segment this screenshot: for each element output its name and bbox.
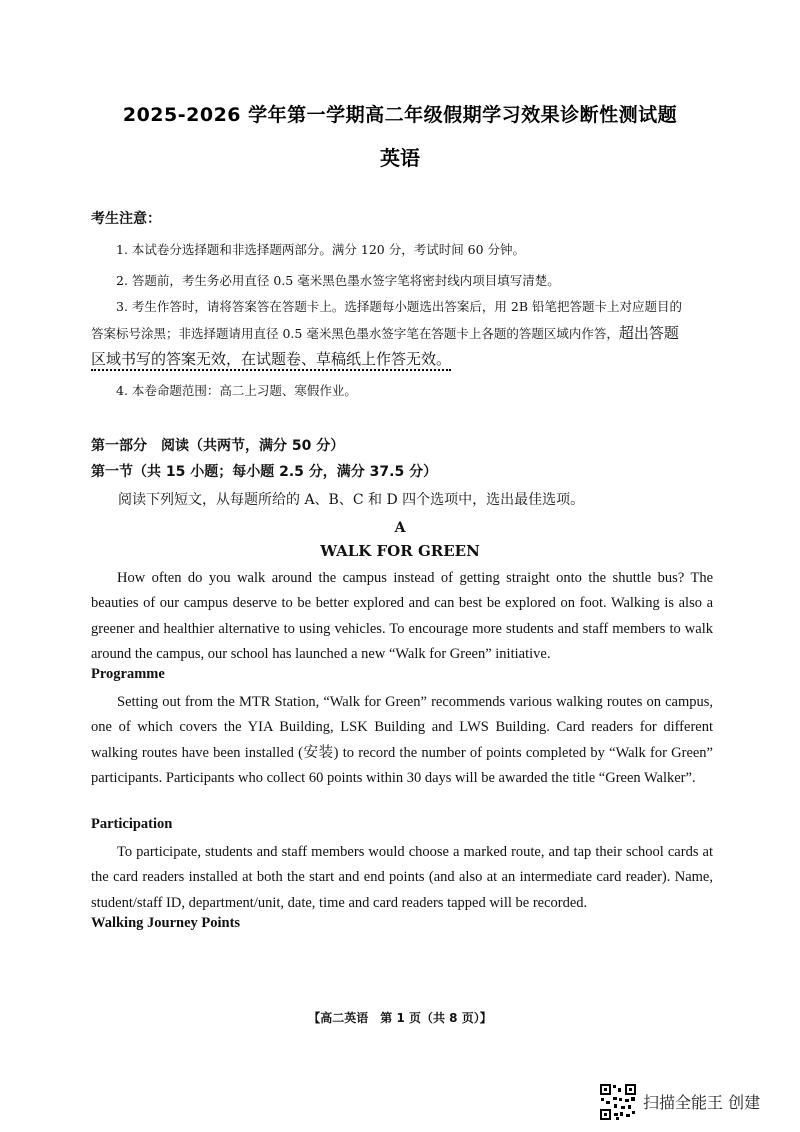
notice-item-3-line2 bbox=[91, 323, 731, 344]
notice-heading: 考生注意： bbox=[91, 211, 161, 227]
notice-item-1: 1. 本试卷分选择题和非选择题两部分。满分 120 分，考试时间 60 分钟。 bbox=[116, 242, 526, 257]
subject-title: 英语 bbox=[380, 146, 420, 170]
notice-item-3-line1: 3. 考生作答时，请将答案答在答题卡上。选择题每小题选出答案后，用 2B 铅笔把答题卡上对应题目的 bbox=[116, 299, 682, 314]
scanner-watermark: 扫描全能王 创建 bbox=[643, 1093, 761, 1112]
programme-heading: Programme bbox=[91, 666, 165, 682]
participation-heading: Participation bbox=[91, 816, 173, 832]
reading-instruction: 阅读下列短文，从每题所给的 A、B、C 和 D 四个选项中，选出最佳选项。 bbox=[118, 492, 585, 508]
passage-letter: A bbox=[394, 520, 406, 536]
notice-item-3-line2-text: 答案标号涂黑；非选择题请用直径 0.5 毫米黑色墨水签字笔在答题卡上各题的答题区域内作答， bbox=[91, 326, 619, 341]
page-footer: 【高二英语 第 1 页（共 8 页）】 bbox=[308, 1011, 492, 1025]
passage-paragraph-1: How often do you walk around the campus instead of getting straight onto the shuttle bus? The beauties of our campus deserve to be better explored and can best be explored on foot. Walking is also a greener and healthier alternative to using vehicles. To encourage more students and staff members to walk around the campus, our school has launched a new “Walk for Green” initiative. bbox=[91, 570, 713, 663]
part-heading: 第一部分 阅读（共两节，满分 50 分） bbox=[91, 438, 345, 454]
notice-item-3-highlight: 超出答题 bbox=[618, 324, 679, 342]
exam-title: 2025-2026 学年第一学期高二年级假期学习效果诊断性测试题 bbox=[122, 104, 678, 126]
qr-code-icon bbox=[599, 1083, 637, 1121]
subsection-heading: 第一节（共 15 小题；每小题 2.5 分，满分 37.5 分） bbox=[91, 464, 438, 480]
passage-title: WALK FOR GREEN bbox=[320, 542, 480, 560]
walking-points-heading: Walking Journey Points bbox=[91, 915, 241, 931]
passage-paragraph-3: To participate, students and staff members would choose a marked route, and tap their school cards at the card readers installed at both the start and end points (and also at an intermediate card reader). Name, student/staff ID, department/unit, date, time and card readers tapped will be recorded. bbox=[91, 844, 713, 911]
notice-item-4: 4. 本卷命题范围：高二上习题、寒假作业。 bbox=[116, 383, 357, 398]
passage-paragraph-2: Setting out from the MTR Station, “Walk for Green” recommends various walking routes on campus, one of which covers the YIA Building, LSK Building and LWS Building. Card readers for different walking routes have been installed (安装) to record the number of points completed by “Walk for Green” participants. Participants who collect 60 points within 30 days will be awarded the title “Green Walker”. bbox=[91, 694, 713, 787]
notice-item-3-line3: 区域书写的答案无效，在试题卷、草稿纸上作答无效。 bbox=[91, 349, 451, 371]
notice-item-2: 2. 答题前，考生务必用直径 0.5 毫米黑色墨水签字笔将密封线内项目填写清楚。 bbox=[116, 273, 560, 288]
